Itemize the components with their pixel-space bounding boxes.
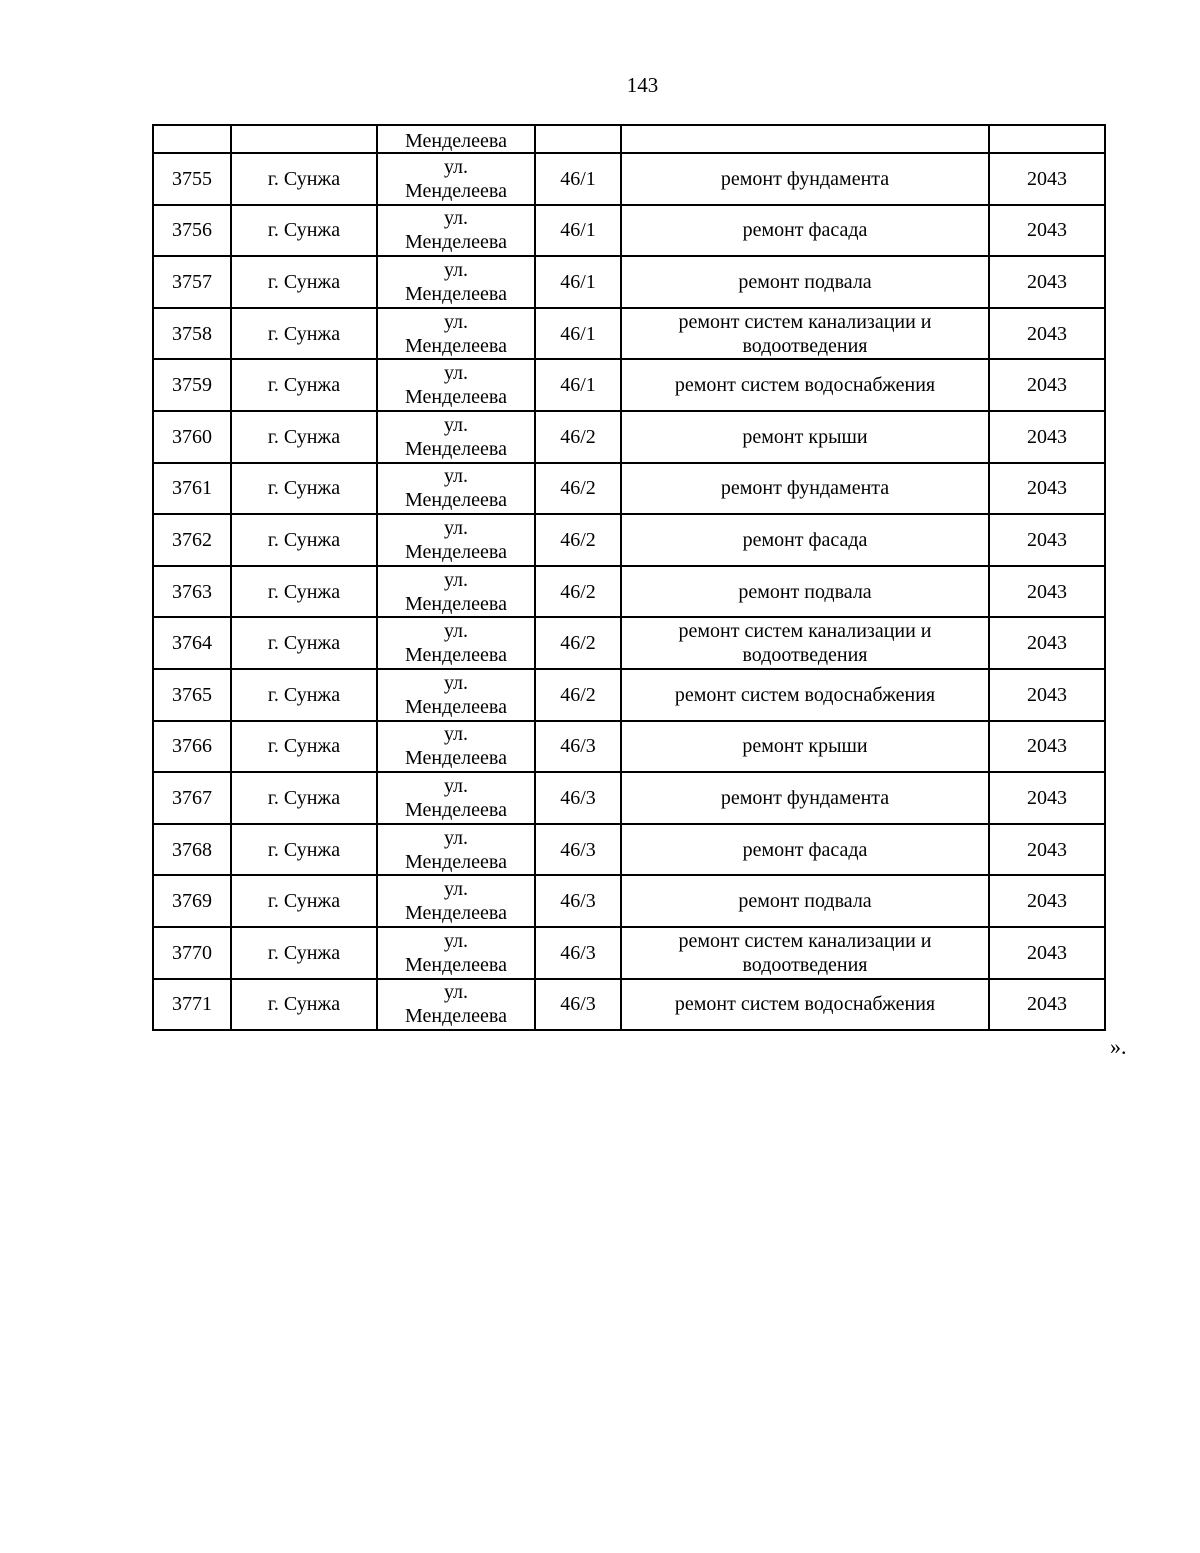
cell-city: г. Сунжа: [231, 875, 377, 927]
cell-num: 3759: [153, 359, 231, 411]
street-prefix: ул.: [443, 671, 469, 694]
cell-year: 2043: [989, 514, 1105, 566]
cell-year: 2043: [989, 463, 1105, 515]
table-row: [153, 566, 1105, 618]
cell-year: 2043: [989, 927, 1105, 979]
cell-house: 46/2: [535, 411, 621, 463]
street-name: Менделеева: [405, 334, 507, 357]
cell-street: [377, 514, 535, 566]
street-prefix: ул.: [443, 568, 469, 591]
cell-city: г. Сунжа: [231, 824, 377, 876]
cell-num: 3758: [153, 308, 231, 360]
cell-house: 46/2: [535, 566, 621, 618]
cell-num: 3770: [153, 927, 231, 979]
cell-house: 46/2: [535, 669, 621, 721]
cell-house: 46/1: [535, 308, 621, 360]
table-row: [153, 205, 1105, 257]
street-name: Менделеева: [405, 902, 507, 925]
cell-year: 2043: [989, 205, 1105, 257]
street-prefix: ул.: [443, 878, 469, 901]
street-name: Менделеева: [405, 644, 507, 667]
street-name: Менделеева: [405, 489, 507, 512]
street-prefix: ул.: [443, 723, 469, 746]
closing-quote-mark: ».: [1110, 1034, 1127, 1059]
table-row: [153, 927, 1105, 979]
cell-num: 3764: [153, 617, 231, 669]
table-row: [153, 875, 1105, 927]
cell-num: 3767: [153, 772, 231, 824]
cell-city: г. Сунжа: [231, 256, 377, 308]
cell-year: 2043: [989, 359, 1105, 411]
cell-street: [377, 411, 535, 463]
cell-city: [231, 125, 377, 153]
table-row: [153, 617, 1105, 669]
cell-house: 46/1: [535, 256, 621, 308]
cell-num: 3771: [153, 979, 231, 1031]
table-row: [153, 979, 1105, 1031]
cell-city: г. Сунжа: [231, 153, 377, 205]
table-row: [153, 669, 1105, 721]
table-row: [153, 256, 1105, 308]
street-prefix: ул.: [443, 155, 469, 178]
cell-house: 46/3: [535, 979, 621, 1031]
page-number: 143: [626, 73, 659, 97]
cell-work: ремонт фундамента: [621, 463, 989, 515]
cell-city: г. Сунжа: [231, 411, 377, 463]
cell-num: 3769: [153, 875, 231, 927]
cell-year: 2043: [989, 824, 1105, 876]
street-prefix: ул.: [443, 516, 469, 539]
cell-street: [377, 205, 535, 257]
cell-work: [621, 125, 989, 153]
street-prefix: ул.: [443, 774, 469, 797]
cell-street: [377, 308, 535, 360]
cell-num: 3756: [153, 205, 231, 257]
street-prefix: ул.: [443, 620, 469, 643]
cell-street: [377, 721, 535, 773]
cell-house: 46/3: [535, 721, 621, 773]
street-name: Менделеева: [405, 231, 507, 254]
table-body: [153, 125, 1105, 1030]
cell-house: 46/3: [535, 772, 621, 824]
cell-year: 2043: [989, 772, 1105, 824]
cell-city: г. Сунжа: [231, 979, 377, 1031]
table-row: [153, 772, 1105, 824]
cell-house: 46/2: [535, 463, 621, 515]
table-row: [153, 463, 1105, 515]
cell-city: г. Сунжа: [231, 617, 377, 669]
cell-street: [377, 359, 535, 411]
cell-year: 2043: [989, 566, 1105, 618]
cell-num: 3765: [153, 669, 231, 721]
street-name: Менделеева: [405, 953, 507, 976]
cell-city: г. Сунжа: [231, 308, 377, 360]
cell-street: [377, 927, 535, 979]
cell-city: г. Сунжа: [231, 721, 377, 773]
street-name: Менделеева: [405, 695, 507, 718]
cell-year: 2043: [989, 411, 1105, 463]
street-name: Менделеева: [405, 386, 507, 409]
table-row: [153, 411, 1105, 463]
cell-num: 3755: [153, 153, 231, 205]
cell-num: [153, 125, 231, 153]
cell-city: г. Сунжа: [231, 927, 377, 979]
street-name: Менделеева: [405, 179, 507, 202]
cell-street: [377, 875, 535, 927]
cell-street: [377, 669, 535, 721]
cell-city: г. Сунжа: [231, 566, 377, 618]
continuation-row: [153, 125, 1105, 153]
cell-street: [377, 256, 535, 308]
cell-house: 46/2: [535, 514, 621, 566]
table-row: [153, 721, 1105, 773]
cell-house: 46/3: [535, 875, 621, 927]
cell-work: ремонт систем водоснабжения: [621, 979, 989, 1031]
cell-city: г. Сунжа: [231, 359, 377, 411]
cell-city: г. Сунжа: [231, 205, 377, 257]
cell-street: [377, 153, 535, 205]
cell-street: [377, 772, 535, 824]
cell-street: [377, 824, 535, 876]
cell-house: 46/3: [535, 927, 621, 979]
street-prefix: ул.: [443, 413, 469, 436]
table-row: [153, 153, 1105, 205]
cell-year: 2043: [989, 721, 1105, 773]
street-prefix: ул.: [443, 981, 469, 1004]
street-prefix: ул.: [443, 826, 469, 849]
cell-work: ремонт систем канализации и водоотведения: [621, 927, 989, 979]
cell-year: 2043: [989, 153, 1105, 205]
cell-num: 3761: [153, 463, 231, 515]
street-prefix: ул.: [443, 929, 469, 952]
cell-house: 46/3: [535, 824, 621, 876]
table-row: [153, 308, 1105, 360]
cell-street: Менделеева: [377, 125, 535, 153]
cell-year: 2043: [989, 875, 1105, 927]
cell-num: 3766: [153, 721, 231, 773]
cell-city: г. Сунжа: [231, 772, 377, 824]
cell-house: [535, 125, 621, 153]
cell-num: 3760: [153, 411, 231, 463]
repair-schedule-table: [152, 124, 1106, 1031]
cell-work: ремонт крыши: [621, 411, 989, 463]
cell-house: 46/1: [535, 153, 621, 205]
street-name: Менделеева: [405, 437, 507, 460]
cell-house: 46/1: [535, 205, 621, 257]
street-name: Менделеева: [405, 540, 507, 563]
cell-street: [377, 617, 535, 669]
cell-work: ремонт подвала: [621, 875, 989, 927]
table-row: [153, 824, 1105, 876]
street-name: Менделеева: [405, 798, 507, 821]
table-row: [153, 514, 1105, 566]
street-prefix: ул.: [443, 258, 469, 281]
cell-work: ремонт фасада: [621, 824, 989, 876]
cell-work: ремонт систем канализации и водоотведения: [621, 308, 989, 360]
cell-year: 2043: [989, 979, 1105, 1031]
street-prefix: ул.: [443, 465, 469, 488]
cell-work: ремонт фундамента: [621, 153, 989, 205]
cell-work: ремонт фасада: [621, 205, 989, 257]
cell-city: г. Сунжа: [231, 463, 377, 515]
cell-work: ремонт подвала: [621, 566, 989, 618]
table-row: [153, 359, 1105, 411]
cell-house: 46/1: [535, 359, 621, 411]
cell-year: 2043: [989, 669, 1105, 721]
cell-work: ремонт систем канализации и водоотведения: [621, 617, 989, 669]
street-prefix: ул.: [443, 362, 469, 385]
cell-work: ремонт крыши: [621, 721, 989, 773]
cell-year: 2043: [989, 617, 1105, 669]
cell-year: 2043: [989, 256, 1105, 308]
cell-street: [377, 979, 535, 1031]
cell-street: [377, 566, 535, 618]
street-name: Менделеева: [405, 747, 507, 770]
cell-year: [989, 125, 1105, 153]
cell-num: 3757: [153, 256, 231, 308]
cell-work: ремонт подвала: [621, 256, 989, 308]
street-prefix: ул.: [443, 207, 469, 230]
cell-num: 3768: [153, 824, 231, 876]
cell-work: ремонт фундамента: [621, 772, 989, 824]
cell-work: ремонт систем водоснабжения: [621, 359, 989, 411]
cell-work: ремонт систем водоснабжения: [621, 669, 989, 721]
street-name: Менделеева: [405, 592, 507, 615]
cell-street: [377, 463, 535, 515]
cell-year: 2043: [989, 308, 1105, 360]
cell-num: 3763: [153, 566, 231, 618]
street-prefix: ул.: [443, 310, 469, 333]
cell-city: г. Сунжа: [231, 514, 377, 566]
cell-work: ремонт фасада: [621, 514, 989, 566]
street-name: Менделеева: [405, 850, 507, 873]
cell-house: 46/2: [535, 617, 621, 669]
cell-num: 3762: [153, 514, 231, 566]
street-name: Менделеева: [405, 282, 507, 305]
street-name: Менделеева: [405, 1005, 507, 1028]
cell-city: г. Сунжа: [231, 669, 377, 721]
